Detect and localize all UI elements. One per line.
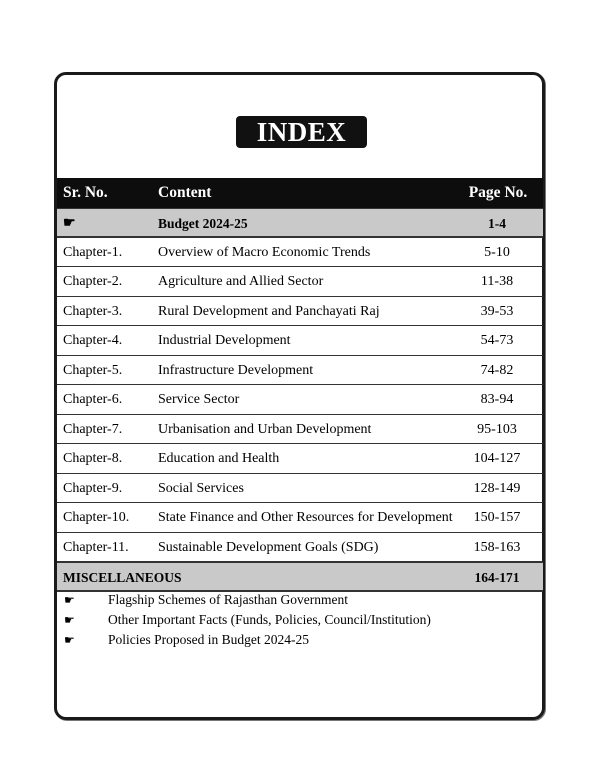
list-item [64, 610, 534, 630]
miscellaneous-pages: 164-171 [474, 570, 520, 585]
table-row [57, 238, 543, 268]
budget-row-pages: 1-4 [488, 216, 506, 231]
chapter-title: State Finance and Other Resources for Development [158, 510, 453, 525]
chapter-title: Infrastructure Development [158, 362, 314, 378]
table-row [57, 444, 543, 474]
chapter-pages: 5-10 [484, 244, 510, 260]
chapter-number: Chapter-4. [63, 333, 123, 348]
table-row [57, 326, 543, 356]
column-header-content: Content [158, 184, 212, 201]
chapter-title: Agriculture and Allied Sector [158, 274, 324, 289]
chapter-title: Urbanisation and Urban Development [158, 421, 372, 437]
chapter-pages: 95-103 [477, 421, 517, 437]
miscellaneous-list [64, 590, 534, 650]
list-item-text: Other Important Facts (Funds, Policies, Council/Institution) [108, 612, 431, 627]
chapter-number: Chapter-11. [63, 539, 129, 555]
list-item [64, 630, 534, 650]
chapter-title: Rural Development and Panchayati Raj [158, 303, 380, 319]
column-header-page-no: Page No. [468, 184, 528, 201]
chapter-title: Sustainable Development Goals (SDG) [158, 539, 379, 555]
pointing-hand-icon: ☛ [64, 613, 75, 627]
chapter-pages: 74-82 [480, 362, 514, 378]
budget-row-content: Budget 2024-25 [158, 216, 248, 231]
pointing-hand-icon: ☛ [64, 633, 75, 647]
pointing-hand-icon: ☛ [64, 593, 75, 607]
table-row [57, 474, 543, 504]
chapter-number: Chapter-6. [63, 392, 123, 407]
miscellaneous-label: MISCELLANEOUS [63, 570, 182, 585]
chapter-pages: 128-149 [473, 480, 521, 496]
table-row [57, 356, 543, 386]
list-item-text: Flagship Schemes of Rajasthan Government [108, 592, 348, 607]
index-title: INDEX [236, 116, 367, 148]
table-row [57, 503, 543, 533]
chapter-pages: 54-73 [480, 333, 514, 348]
list-item-text: Policies Proposed in Budget 2024-25 [108, 632, 309, 647]
chapter-number: Chapter-7. [63, 421, 123, 437]
table-row [57, 297, 543, 327]
table-row [57, 533, 543, 563]
table-row [57, 267, 543, 297]
miscellaneous-row [57, 562, 543, 592]
chapter-pages: 158-163 [473, 539, 521, 555]
budget-row [57, 208, 543, 238]
list-item [64, 590, 534, 610]
table-row [57, 385, 543, 415]
table-header-row [57, 178, 543, 208]
chapter-title: Service Sector [158, 392, 240, 407]
chapter-title: Social Services [158, 480, 244, 496]
chapter-number: Chapter-9. [63, 480, 123, 496]
chapter-title: Overview of Macro Economic Trends [158, 244, 371, 260]
chapter-number: Chapter-2. [63, 274, 123, 289]
chapter-title: Education and Health [158, 451, 280, 466]
chapter-title: Industrial Development [158, 333, 291, 348]
chapter-number: Chapter-10. [63, 510, 130, 525]
column-header-sr-no: Sr. No. [63, 184, 108, 201]
chapter-number: Chapter-3. [63, 303, 123, 319]
chapter-pages: 83-94 [480, 392, 514, 407]
chapter-pages: 104-127 [473, 451, 521, 466]
table-of-contents [57, 178, 543, 592]
chapter-pages: 39-53 [480, 303, 514, 319]
chapter-number: Chapter-8. [63, 451, 123, 466]
chapter-pages: 150-157 [473, 510, 521, 525]
chapter-number: Chapter-1. [63, 244, 123, 260]
chapter-pages: 11-38 [480, 274, 514, 289]
chapter-number: Chapter-5. [63, 362, 123, 378]
pointing-hand-icon: ☛ [63, 216, 76, 231]
table-row [57, 415, 543, 445]
